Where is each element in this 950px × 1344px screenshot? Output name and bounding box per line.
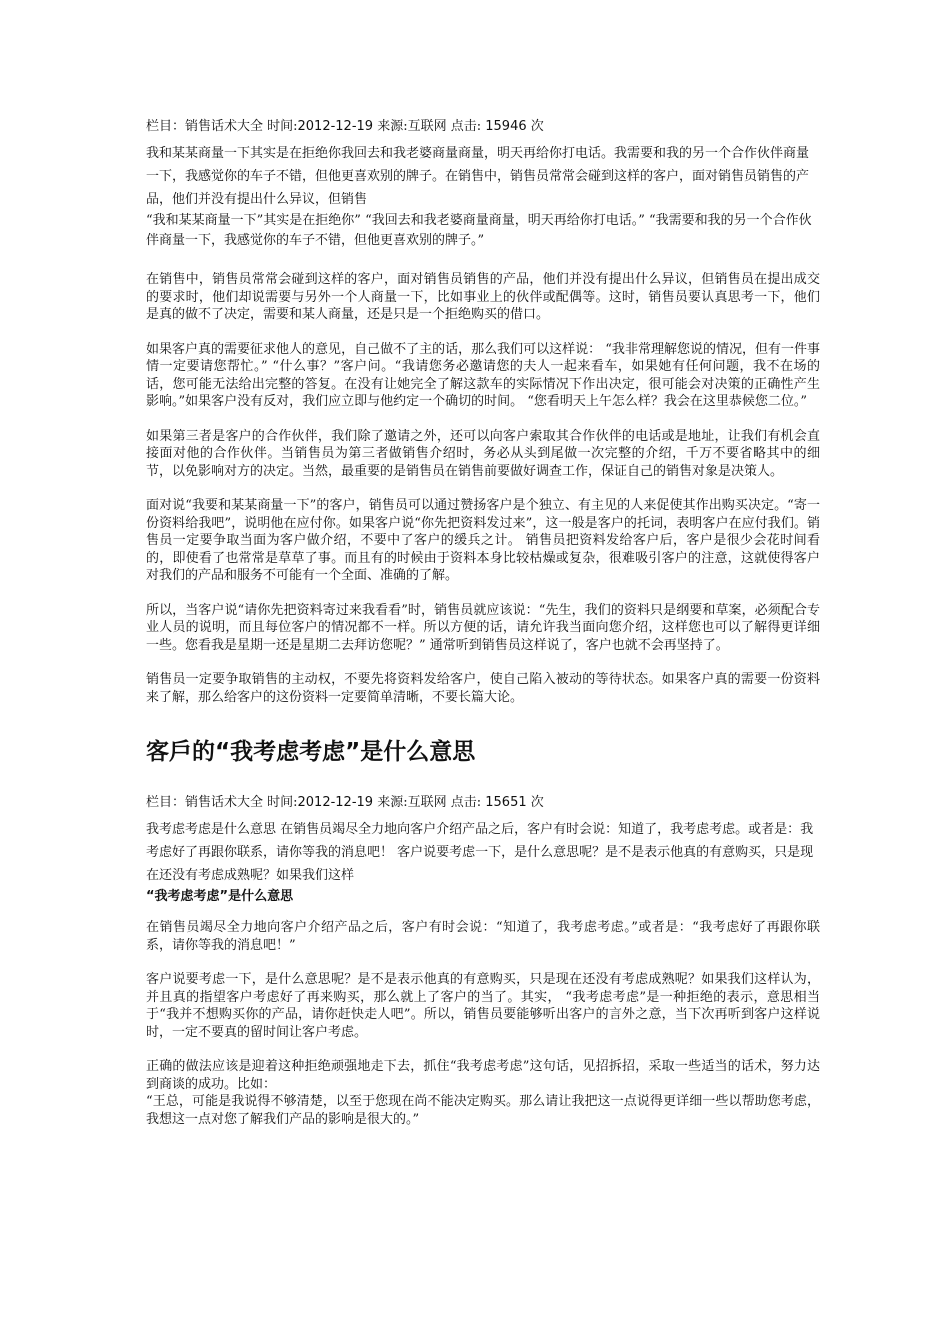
body-paragraph: 正确的做法应该是迎着这种拒绝顽强地走下去，抓住“我考虑考虑”这句话，见招拆招，采取一些适当的话术，努力达到商谈的成功。比如： xyxy=(146,1059,820,1092)
meta-clicks: 15651 xyxy=(485,795,527,810)
meta-suffix: 次 xyxy=(526,119,544,134)
body-paragraph: 如果第三者是客户的合作伙伴，我们除了邀请之外，还可以向客户索取其合作伙伴的电话或是地址，让我们有机会直接面对他的合作伙伴。当销售员为第三者做销售介绍时，务必从头到尾做一次完整的介绍，千万不要省略其中的细节，以免影响对方的决定。当然，最重要的是销售员在销售前要做好调查工作，保证自己的销售对象是决策人。 xyxy=(146,428,820,479)
body-paragraph: 在销售中，销售员常常会碰到这样的客户，面对销售员销售的产品，他们并没有提出什么异议，但销售员在提出成交的要求时，他们却说需要与另外一个人商量一下，比如事业上的伙伴或配偶等。这时，销售员要认真思考一下，他们是真的做不了决定，需要和某人商量，还是只是一个拒绝购买的借口。 xyxy=(146,272,820,322)
article-meta xyxy=(146,116,820,138)
body-paragraph: 销售员一定要争取销售的主动权，不要先将资料发给客户，使自己陷入被动的等待状态。如果客户真的需要一份资料来了解，那么给客户的这份资料一定要简单清晰，不要长篇大论。 xyxy=(146,672,820,705)
body-paragraph: 在销售员竭尽全力地向客户介绍产品之后，客户有时会说：“知道了，我考虑考虑。”或者是：“我考虑好了再跟你联系，请你等我的消息吧！” xyxy=(146,920,820,953)
article-section-1 xyxy=(146,116,820,706)
body-paragraph: 所以，当客户说“请你先把资料寄过来我看看”时，销售员就应该说：“先生，我们的资料只是纲要和草案，必须配合专业人员的说明，而且每位客户的情况都不一样。所以方便的话，请允许我当面向您介绍，这样您也可以了解得更详细一些。您看我是星期一还是星期二去拜访您呢？” 通常听到销售员这样说了，客户也就不会再坚持了。 xyxy=(146,602,820,653)
article-summary: 我和某某商量一下其实是在拒绝你我回去和我老婆商量商量，明天再给你打电话。我需要和我的另一个合作伙伴商量一下，我感觉你的车子不错，但他更喜欢别的牌子。在销售中，销售员常常会碰到这样的客户，面对销售员销售的产品，他们并没有提出什么异议，但销售 xyxy=(146,146,810,207)
meta-source: 来源:互联网 点击: xyxy=(373,795,486,810)
meta-date: 2012-12-19 xyxy=(297,119,374,134)
meta-suffix: 次 xyxy=(526,795,544,810)
article-section-2 xyxy=(146,736,820,1128)
article-title: 客戶的“我考虑考虑”是什么意思 xyxy=(146,739,476,765)
body-paragraph: “王总，可能是我说得不够清楚，以至于您现在尚不能决定购买。那么请让我把这一点说得更详细一些以帮助您考虑，我想这一点对您了解我们产品的影响是很大的。” xyxy=(146,1094,820,1127)
meta-prefix: 栏目：销售话术大全 时间: xyxy=(146,795,298,810)
meta-source: 来源:互联网 点击: xyxy=(373,119,486,134)
document-page xyxy=(146,116,820,1145)
article-subhead: “我和某某商量一下”其实是在拒绝你” “我回去和我老婆商量商量，明天再给你打电话。” “我需要和我的另一个合作伙伴商量一下，我感觉你的车子不错，但他更喜欢别的牌子。” xyxy=(146,213,812,248)
article-subhead: “我考虑考虑”是什么意思 xyxy=(146,889,294,904)
meta-date: 2012-12-19 xyxy=(297,795,374,810)
body-paragraph: 面对说“我要和某某商量一下”的客户，销售员可以通过赞扬客户是个独立、有主见的人来促使其作出购买决定。“寄一份资料给我吧”，说明他在应付你。如果客户说“你先把资料发过来”，这一般是客户的托词，表明客户在应付我们。销售员一定要争取当面为客户做介绍，不要中了客户的缓兵之计。 销售员把资料发给客户后，客户是很少会花时间看的，即使看了也常常是草草了事。而且有的时候由于资料本身比较枯燥或复杂，很难吸引客户的注意，这就使得客户对我们的产品和服务不可能有一个全面、准确的了解。 xyxy=(146,498,820,583)
article-summary: 我考虑考虑是什么意思 在销售员竭尽全力地向客户介绍产品之后，客户有时会说：知道了，我考虑考虑。或者是：我考虑好了再跟你联系，请你等我的消息吧！ 客户说要考虑一下，是什么意思呢？是不是表示他真的有意购买，只是现在还没有考虑成熟呢？如果我们这样 xyxy=(146,822,814,883)
meta-prefix: 栏目：销售话术大全 时间: xyxy=(146,119,298,134)
meta-clicks: 15946 xyxy=(485,119,527,134)
body-paragraph: 客户说要考虑一下，是什么意思呢？是不是表示他真的有意购买，只是现在还没有考虑成熟呢？如果我们这样认为，并且真的指望客户考虑好了再来购买，那么就上了客户的当了。其实， “我考虑考虑”是一种拒绝的表示，意思相当于“我并不想购买你的产品，请你赶快走人吧”。所以，销售员要能够听出客户的言外之意，当下次再听到客户这样说时，一定不要真的留时间让客户考虑。 xyxy=(146,972,820,1040)
body-paragraph: 如果客户真的需要征求他人的意见，自己做不了主的话，那么我们可以这样说： “我非常理解您说的情况，但有一件事情一定要请您帮忙。” “什么事？”客户问。“我请您务必邀请您的夫人一起来看车，如果她有任何问题，我不在场的话，您可能无法给出完整的答复。在没有让她完全了解这款车的实际情况下作出决定，很可能会对决策的正确性产生影响。”如果客户没有反对，我们应立即与他约定一个确切的时间。 “您看明天上午怎么样？我会在这里恭候您二位。” xyxy=(146,341,820,409)
article-meta xyxy=(146,792,820,814)
